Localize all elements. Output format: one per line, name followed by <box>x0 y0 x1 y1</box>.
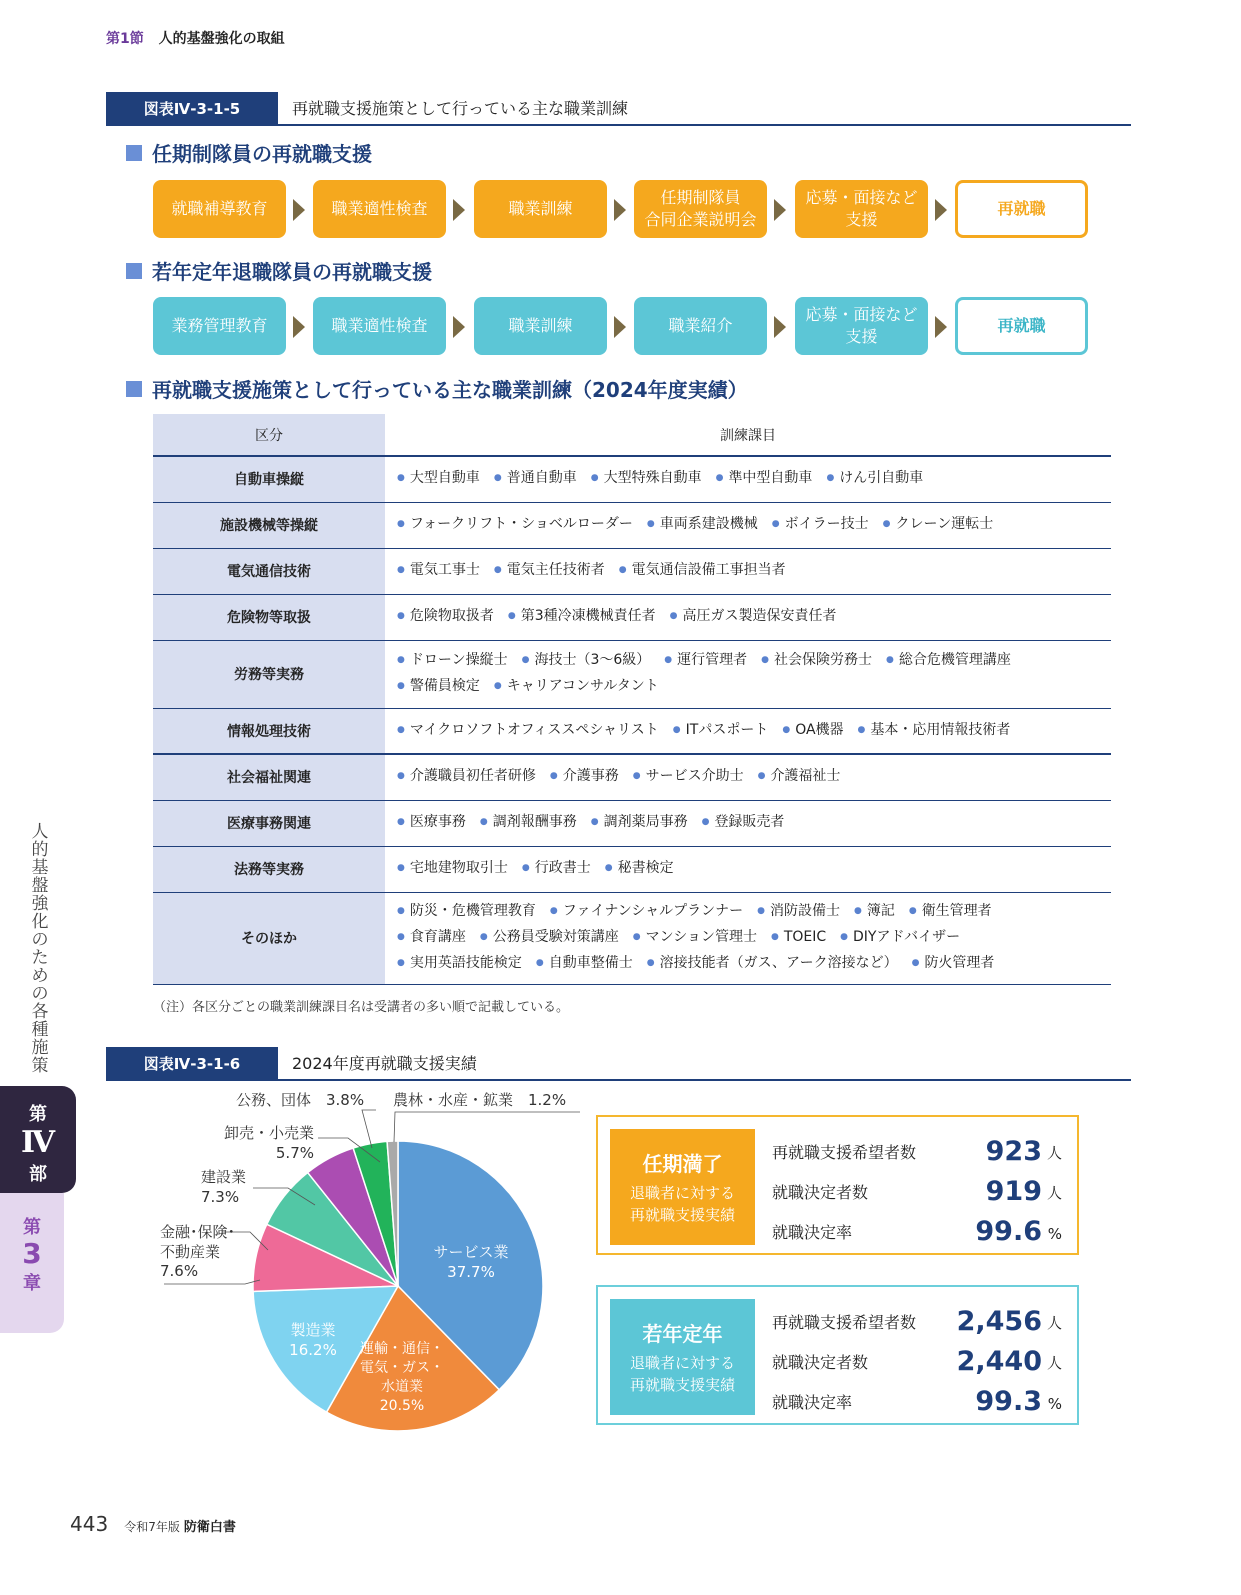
table-row <box>153 502 1111 548</box>
course-item: ● 介護事務 <box>550 768 619 784</box>
course-item: ● マンション管理士 <box>633 929 757 945</box>
results-label: 若年定年 退職者に対する 再就職支援実績 <box>610 1299 755 1415</box>
course-item: ● 準中型自動車 <box>716 470 813 486</box>
results-box-jakunen <box>596 1285 1079 1425</box>
course-item: ● マイクロソフトオフィススペシャリスト <box>397 722 659 738</box>
row-courses <box>385 846 1111 892</box>
pie-label-retail: 卸売・小売業 5.7% <box>223 1124 314 1162</box>
table-row <box>153 800 1111 846</box>
subheading-ninki: 任期制隊員の再就職支援 <box>126 138 372 167</box>
flow-step-final: 再就職 <box>955 297 1088 355</box>
course-item: ● 危険物取扱者 <box>397 608 494 624</box>
row-category: 法務等実務 <box>153 846 385 892</box>
flow-jakunen <box>153 297 1093 357</box>
pie-label-agri: 農林・水産・鉱業 1.2% <box>393 1091 567 1109</box>
arrow-right-icon <box>774 316 786 338</box>
course-item: ● フォークリフト・ショベルローダー <box>397 516 633 532</box>
section-title: 人的基盤強化の取組 <box>158 31 285 47</box>
row-courses <box>385 502 1111 548</box>
row-courses <box>385 708 1111 754</box>
course-item: ● 自動車整備士 <box>536 955 633 971</box>
results-row: 就職決定率 99.6 % <box>772 1216 1062 1247</box>
course-item: ● DIYアドバイザー <box>840 929 960 945</box>
course-item: ● 運行管理者 <box>664 652 747 668</box>
training-table <box>153 414 1111 985</box>
flow-step: 就職補導教育 <box>153 180 286 238</box>
pie-label-manufacturing: 製造業 16.2% <box>289 1321 337 1360</box>
arrow-right-icon <box>453 316 465 338</box>
flow-step: 職業紹介 <box>634 297 767 355</box>
flow-step: 職業適性検査 <box>313 180 446 238</box>
flow-step-final: 再就職 <box>955 180 1088 238</box>
results-row: 再就職支援希望者数 2,456 人 <box>772 1306 1062 1337</box>
row-courses <box>385 754 1111 800</box>
flow-step: 職業訓練 <box>474 180 607 238</box>
square-bullet-icon <box>126 263 142 279</box>
course-item: ● 社会保険労務士 <box>761 652 872 668</box>
course-item: ● 第3種冷凍機械責任者 <box>508 608 656 624</box>
column-header-category: 区分 <box>153 414 385 456</box>
course-item: ● TOEIC <box>771 929 826 945</box>
row-category: 労務等実務 <box>153 640 385 708</box>
figure-tag: 図表Ⅳ-3-1-6 <box>106 1047 278 1081</box>
table-row <box>153 846 1111 892</box>
course-item: ● 秘書検定 <box>605 860 674 876</box>
course-item: ● OA機器 <box>782 722 843 738</box>
course-item: ● 介護職員初任者研修 <box>397 768 536 784</box>
table-row <box>153 456 1111 502</box>
course-item: ● 電気工事士 <box>397 562 480 578</box>
pie-label-service: サービス業 37.7% <box>433 1243 509 1282</box>
course-item: ● 防災・危機管理教育 <box>397 903 536 919</box>
row-category: 危険物等取扱 <box>153 594 385 640</box>
course-item: ● 登録販売者 <box>702 814 785 830</box>
course-item: ● ボイラー技士 <box>772 516 869 532</box>
row-category: 社会福祉関連 <box>153 754 385 800</box>
figure-title: 2024年度再就職支援実績 <box>292 1054 477 1073</box>
flow-step: 職業訓練 <box>474 297 607 355</box>
book-title: 防衛白書 <box>183 1520 236 1535</box>
row-courses <box>385 456 1111 502</box>
course-item: ● 行政書士 <box>522 860 591 876</box>
subheading-jakunen: 若年定年退職隊員の再就職支援 <box>126 256 432 285</box>
course-item: ● 電気主任技術者 <box>494 562 605 578</box>
table-row <box>153 640 1111 708</box>
course-item: ● 海技士（3～6級） <box>522 652 651 668</box>
table-row <box>153 594 1111 640</box>
course-item: ● 高圧ガス製造保安責任者 <box>670 608 837 624</box>
course-item: ● 介護福祉士 <box>758 768 841 784</box>
leader-line <box>394 1112 580 1142</box>
course-item: ● 調剤報酬事務 <box>480 814 577 830</box>
row-category: 電気通信技術 <box>153 548 385 594</box>
course-item: ● 簿記 <box>854 903 895 919</box>
figure-heading-1 <box>106 92 1131 126</box>
results-row: 就職決定者数 2,440 人 <box>772 1346 1062 1377</box>
course-item: ● 衛生管理者 <box>909 903 992 919</box>
results-row: 就職決定者数 919 人 <box>772 1176 1062 1207</box>
arrow-right-icon <box>774 199 786 221</box>
row-category: 自動車操縦 <box>153 456 385 502</box>
course-item: ● 食育講座 <box>397 929 466 945</box>
results-label: 任期満了 退職者に対する 再就職支援実績 <box>610 1129 755 1245</box>
course-item: ● 医療事務 <box>397 814 466 830</box>
flow-step: 応募・面接など 支援 <box>795 297 928 355</box>
row-category: そのほか <box>153 892 385 984</box>
course-item: ● キャリアコンサルタント <box>494 678 659 694</box>
results-row: 再就職支援希望者数 923 人 <box>772 1136 1062 1167</box>
chapter-vertical-title: 人 的 基 盤 強 化 の た め の 各 種 施 策 <box>31 822 49 1077</box>
course-item: ● 大型自動車 <box>397 470 480 486</box>
pie-label-construction: 建設業 7.3% <box>201 1168 247 1206</box>
row-courses <box>385 892 1111 984</box>
arrow-right-icon <box>614 316 626 338</box>
square-bullet-icon <box>126 145 142 161</box>
arrow-right-icon <box>614 199 626 221</box>
square-bullet-icon <box>126 381 142 397</box>
course-item: ● クレーン運転士 <box>883 516 994 532</box>
flow-step: 職業適性検査 <box>313 297 446 355</box>
figure-title: 再就職支援施策として行っている主な職業訓練 <box>292 99 629 118</box>
table-row <box>153 548 1111 594</box>
course-item: ● ドローン操縦士 <box>397 652 508 668</box>
course-item: ● ファイナンシャルプランナー <box>550 903 743 919</box>
subheading-training-table: 再就職支援施策として行っている主な職業訓練（2024年度実績） <box>126 374 748 403</box>
course-item: ● 公務員受験対策講座 <box>480 929 619 945</box>
table-row <box>153 708 1111 754</box>
course-item: ● 調剤薬局事務 <box>591 814 688 830</box>
row-category: 施設機械等操縦 <box>153 502 385 548</box>
chapter-tab: 第 3 章 <box>0 1193 64 1333</box>
running-header <box>106 28 285 48</box>
pie-label-finance: 金融･保険･ 不動産業 7.6% <box>160 1223 236 1280</box>
page-footer <box>70 1512 236 1536</box>
flow-step: 応募・面接など 支援 <box>795 180 928 238</box>
course-item: ● 大型特殊自動車 <box>591 470 702 486</box>
arrow-right-icon <box>935 199 947 221</box>
column-header-courses: 訓練課目 <box>385 414 1111 456</box>
figure-heading-2 <box>106 1047 1131 1081</box>
section-number: 第1節 <box>106 31 144 47</box>
pie-label-public: 公務、団体 3.8% <box>236 1091 365 1109</box>
results-row: 就職決定率 99.3 % <box>772 1386 1062 1417</box>
row-category: 情報処理技術 <box>153 708 385 754</box>
arrow-right-icon <box>293 199 305 221</box>
course-item: ● 電気通信設備工事担当者 <box>619 562 786 578</box>
course-item: ● 溶接技能者（ガス、アーク溶接など） <box>647 955 898 971</box>
row-courses <box>385 548 1111 594</box>
flow-ninki <box>153 180 1093 240</box>
course-item: ● 警備員検定 <box>397 678 480 694</box>
pie-label-transport: 運輸・通信・ 電気・ガス・ 水道業 20.5% <box>360 1341 444 1414</box>
course-item: ● 基本・応用情報技術者 <box>858 722 1011 738</box>
row-courses <box>385 594 1111 640</box>
course-item: ● 防火管理者 <box>912 955 995 971</box>
course-item: ● 宅地建物取引士 <box>397 860 508 876</box>
flow-step: 任期制隊員 合同企業説明会 <box>634 180 767 238</box>
course-item: ● 普通自動車 <box>494 470 577 486</box>
page-number: 443 <box>70 1512 109 1536</box>
table-row <box>153 892 1111 984</box>
table-header-row <box>153 414 1111 456</box>
table-note: （注）各区分ごとの職業訓練課目名は受講者の多い順で記載している。 <box>153 1000 570 1015</box>
row-category: 医療事務関連 <box>153 800 385 846</box>
course-item: ● サービス介助士 <box>633 768 744 784</box>
course-item: ● けん引自動車 <box>826 470 923 486</box>
table-body <box>153 456 1111 984</box>
row-courses <box>385 640 1111 708</box>
course-item: ● ITパスポート <box>673 722 769 738</box>
arrow-right-icon <box>453 199 465 221</box>
part-tab: 第 Ⅳ 部 <box>0 1086 76 1193</box>
results-box-ninki <box>596 1115 1079 1255</box>
flow-step: 業務管理教育 <box>153 297 286 355</box>
table-row <box>153 754 1111 800</box>
course-item: ● 消防設備士 <box>757 903 840 919</box>
arrow-right-icon <box>293 316 305 338</box>
publication-year: 令和7年版 <box>124 1520 180 1534</box>
course-item: ● 車両系建設機械 <box>647 516 758 532</box>
row-courses <box>385 800 1111 846</box>
figure-tag: 図表Ⅳ-3-1-5 <box>106 92 278 126</box>
course-item: ● 総合危機管理講座 <box>886 652 1011 668</box>
arrow-right-icon <box>935 316 947 338</box>
course-item: ● 実用英語技能検定 <box>397 955 522 971</box>
